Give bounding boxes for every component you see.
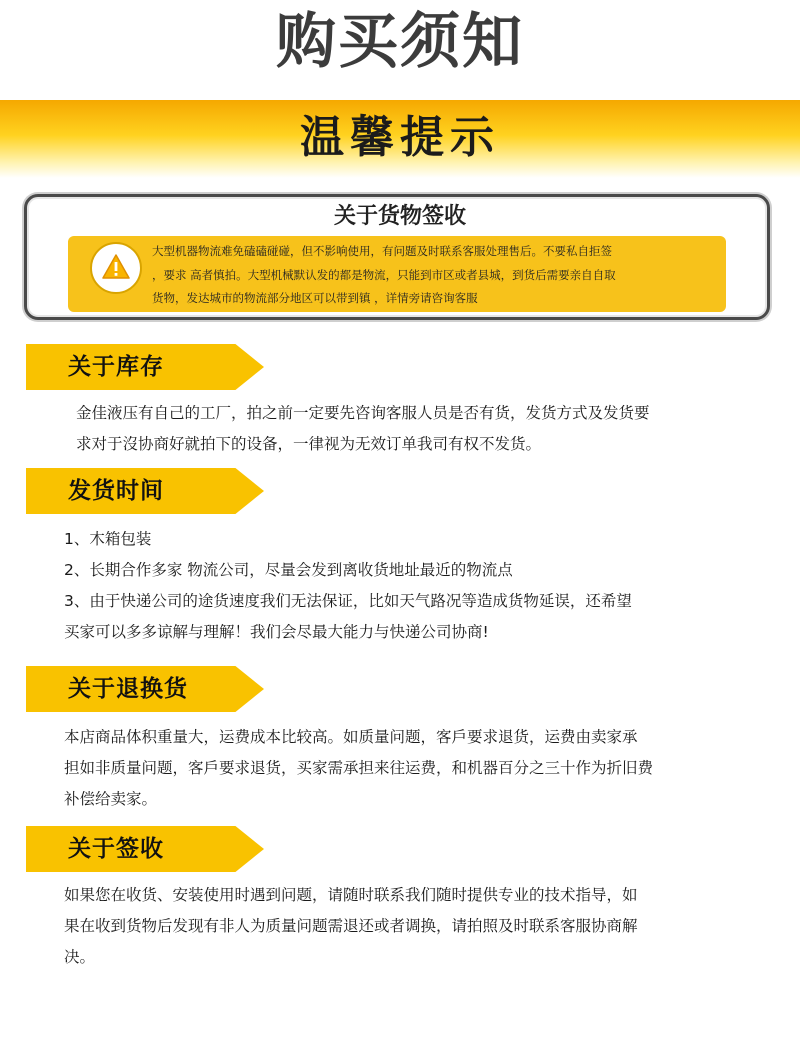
body-line: 如果您在收货、安装使用时遇到问题，请随时联系我们随时提供专业的技术指导，如 <box>64 886 638 904</box>
banner-title: 温馨提示 <box>300 112 500 163</box>
section-body-returns <box>64 722 776 815</box>
body-line: 3、由于快递公司的途货速度我们无法保证，比如天气路况等造成货物延误，还希望 <box>64 592 632 610</box>
body-line: 买家可以多多谅解与理解！我们会尽最大能力与快递公司协商! <box>64 623 489 641</box>
section-body-receipt <box>64 880 776 973</box>
section-body-shipping <box>64 524 776 648</box>
section-title-receipt: 关于签收 <box>68 836 164 862</box>
notice-line: ，要求 高者慎拍。大型机械默认发的都是物流，只能到市区或者县城，到货后需要亲自自取 <box>152 267 616 282</box>
page-title: 购买须知 <box>276 7 524 77</box>
body-line: 决。 <box>64 948 96 966</box>
body-line: 金佳液压有自己的工厂，拍之前一定要先咨询客服人员是否有货，发货方式及发货要 <box>76 404 650 422</box>
section-title-inventory: 关于库存 <box>68 354 164 380</box>
notice-title: 关于货物签收 <box>333 204 466 229</box>
warning-icon <box>90 242 142 294</box>
body-line: 担如非质量问题，客戶要求退货，买家需承担来往运费，和机器百分之三十作为折旧费 <box>64 759 654 777</box>
notice-line: 货物，发达城市的物流部分地区可以带到镇 ，详情旁请咨询客服 <box>152 291 478 305</box>
section-body-inventory <box>64 398 776 460</box>
body-line: 本店商品体积重量大，运费成本比较高。如质量问题，客戶要求退货，运费由卖家承 <box>64 728 638 746</box>
notice-text <box>152 240 718 311</box>
notice-line: 大型机器物流难免磕磕碰碰，但不影响使用，有问题及时联系客服处理售后。不要私自拒签 <box>152 244 612 258</box>
body-line: 果在收到货物后发现有非人为质量问题需退还或者调换，请拍照及时联系客服协商解 <box>64 917 638 935</box>
section-title-returns: 关于退换货 <box>68 676 188 702</box>
body-line: 1、木箱包装 <box>64 530 152 548</box>
body-line: 求对于沒协商好就拍下的设备，一律视为无效订单我司有权不发货。 <box>76 435 542 453</box>
body-line: 2、长期合作多家 物流公司，尽量会发到离收货地址最近的物流点 <box>64 561 513 579</box>
body-line: 补偿给卖家。 <box>64 790 158 808</box>
section-title-shipping: 发货时间 <box>68 478 164 504</box>
